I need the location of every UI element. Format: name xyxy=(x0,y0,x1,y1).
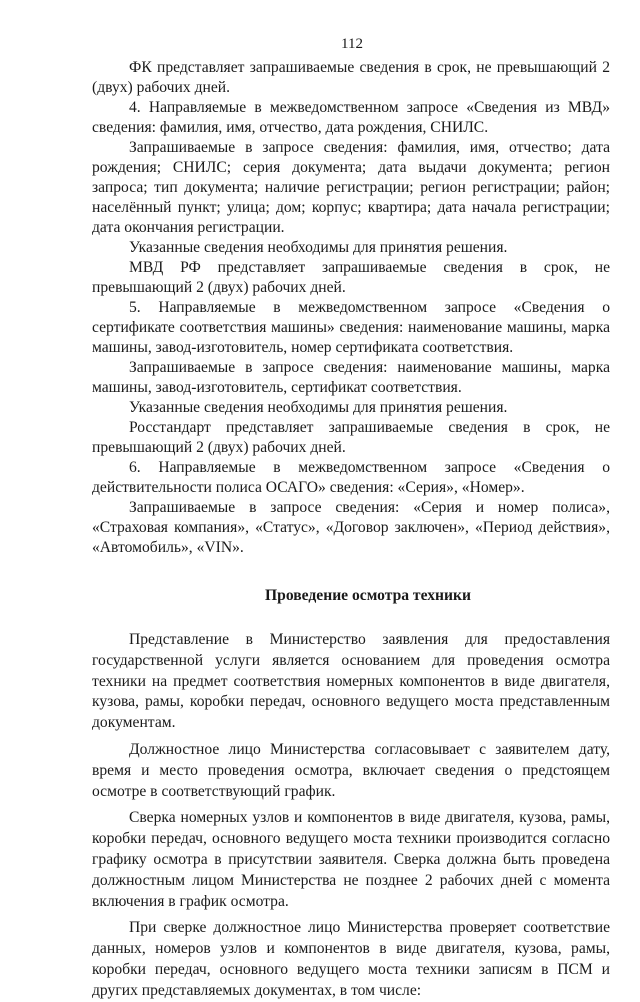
paragraph: Запрашиваемые в запросе сведения: «Серия и номер полиса», «Страховая компания», «Статус», «Договор заключен», «Период действия», «Автомобиль», «VIN». xyxy=(92,499,610,556)
page-number: 112 xyxy=(341,36,363,52)
paragraph: Представление в Министерство заявления для предоставления государственной услуги является основанием для проведения осмотра техники на предмет соответствия номерных компонентов в виде двигателя, кузова, рамы, коробки передач, основного ведущего моста представленным документам. xyxy=(92,631,610,732)
paragraph: Сверка номерных узлов и компонентов в виде двигателя, кузова, рамы, коробки передач, основного ведущего моста техники производится согласно графику осмотра в присутствии заявителя. Сверка должна быть проведена должностным лицом Министерства не позднее 2 рабочих дней с момента включения в график осмотра. xyxy=(92,809,610,910)
document-body xyxy=(92,58,610,1002)
paragraph: МВД РФ представляет запрашиваемые сведения в срок, не превышающий 2 (двух) рабочих дней. xyxy=(92,259,610,296)
paragraph: 5. Направляемые в межведомственном запросе «Сведения о сертификате соответствия машины» сведения: наименование машины, марка машины, завод-изготовитель, номер сертификата соответствия. xyxy=(92,299,610,356)
paragraph: 6. Направляемые в межведомственном запросе «Сведения о действительности полиса ОСАГО» сведения: «Серия», «Номер». xyxy=(92,459,610,496)
paragraph: Указанные сведения необходимы для принятия решения. xyxy=(129,399,508,416)
paragraph: Должностное лицо Министерства согласовывает с заявителем дату, время и место проведения осмотра, включает сведения о предстоящем осмотре в соответствующий график. xyxy=(92,740,610,800)
section-body xyxy=(92,630,610,1002)
paragraph: При сверке должностное лицо Министерства проверяет соответствие данных, номеров узлов и компонентов в виде двигателя, кузова, рамы, коробки передач, основного ведущего моста техники записям в ПСМ и других представляемых документах, в том числе: xyxy=(92,919,610,999)
paragraph: Запрашиваемые в запросе сведения: наименование машины, марка машины, завод-изготовитель, сертификат соответствия. xyxy=(92,359,610,396)
paragraph: Росстандарт представляет запрашиваемые сведения в срок, не превышающий 2 (двух) рабочих дней. xyxy=(92,419,610,456)
paragraph: Запрашиваемые в запросе сведения: фамилия, имя, отчество; дата рождения; СНИЛС; серия документа; дата выдачи документа; регион запроса; тип документа; наличие регистрации; регион регистрации; район; населённый пункт; улица; дом; корпус; квартира; дата начала регистрации; дата окончания регистрации. xyxy=(92,139,610,236)
paragraph: Указанные сведения необходимы для принятия решения. xyxy=(129,239,508,256)
paragraph: 4. Направляемые в межведомственном запросе «Сведения из МВД» сведения: фамилия, имя, отчество, дата рождения, СНИЛС. xyxy=(92,99,610,136)
section-title: Проведение осмотра техники xyxy=(265,587,471,604)
paragraph: ФК представляет запрашиваемые сведения в срок, не превышающий 2 (двух) рабочих дней. xyxy=(92,59,610,96)
